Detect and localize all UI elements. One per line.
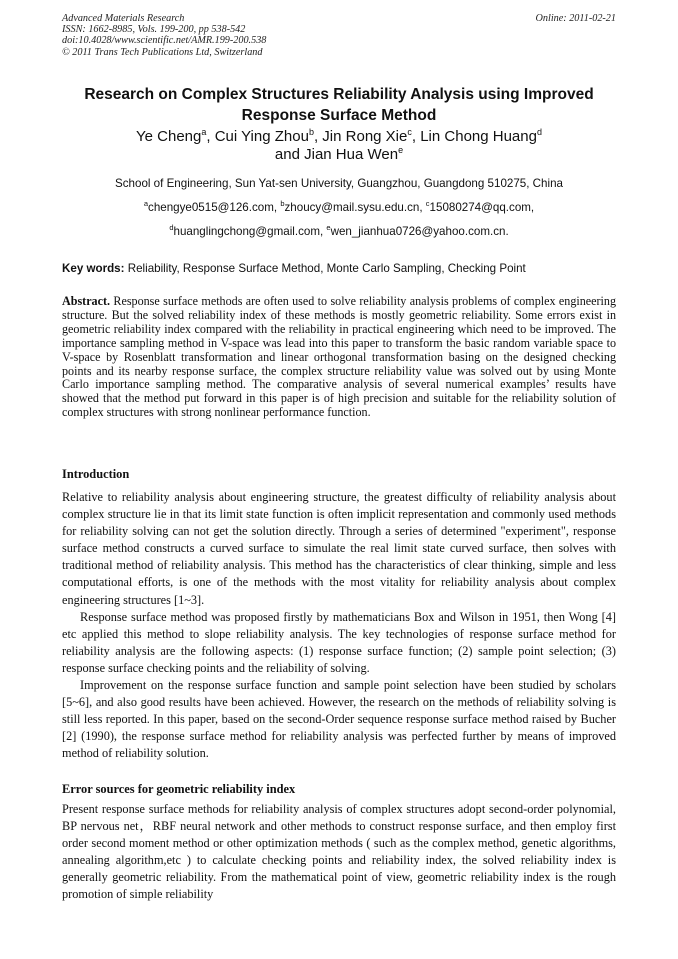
paragraph: Improvement on the response surface function and sample point selection have been studied by scholars [5~6], and also good results have been achieved. However, the research on the methods of reliability solving is still less reported. In this paper, based on the second-Order sequence response surface method raised by Bucher [2] (1990), the response surface method for reliability analysis was perfected further by means of improved method of reliability solution. [62, 678, 616, 761]
email-line-1 [40, 201, 638, 215]
doi-line: doi:10.4028/www.scientific.net/AMR.199-200.538 [62, 35, 267, 47]
author-name: and Jian Hua Wen [274, 146, 399, 163]
author-name: Ye Cheng [136, 128, 202, 145]
keywords-label: Key words: [62, 262, 125, 275]
author-mark: c [407, 127, 412, 137]
online-date: Online: 2011-02-21 [535, 13, 616, 24]
affiliation: School of Engineering, Sun Yat-sen University, Guangzhou, Guangdong 510275, China [115, 177, 563, 190]
email-mark: a [143, 199, 149, 208]
author-mark: d [536, 127, 542, 137]
paragraph: Response surface method was proposed firstly by mathematicians Box and Wilson in 1951, then Wong [4] etc applied this method to slope reliability analysis. The key technologies of response surface method for reliability analysis are the following aspects: (1) response surface function; (2) sample point selection; (3) response surface checking points and the reliability of solving. [62, 609, 616, 675]
email-line-2 [40, 225, 638, 239]
author-name: Cui Ying Zhou [214, 128, 309, 145]
authors-line-2 [40, 146, 638, 164]
journal-name: Advanced Materials Research [62, 13, 185, 24]
abstract-text: Response surface methods are often used to solve reliability analysis problems of complex engineering structure. But the solved reliability index of these methods is mostly geometric reliability. Some errors exist in geometric reliability index compared with the reliability in practical engineering which need to be improved. The importance sampling method in V-space was lead into this paper to transform the basic random variable space to V-space by Rosenblatt transformation and linear orthogonal transformation basing on the designed checking points and its nearby response surface, the complex structure reliability value was solved out by using Monte Carlo importance sampling method. The comparative analysis of several numerical examples’ results have showed that the method put forward in this paper is of high precision and suitable for the reliability solution of complex structures with strong nonlinear performance function. [62, 294, 616, 420]
journal-header [62, 13, 616, 58]
email-address: wen_jianhua0726@yahoo.com.cn. [330, 225, 509, 238]
issn-line: ISSN: 1662-8985, Vols. 199-200, pp 538-542 [62, 24, 246, 36]
author-sep: , [411, 128, 421, 145]
email-mark: d [169, 223, 174, 232]
paper-title [40, 84, 638, 126]
error-sources-heading: Error sources for geometric reliability index [62, 782, 296, 796]
title-line-2: Response Surface Method [241, 107, 437, 124]
author-name: Jin Rong Xie [322, 128, 408, 145]
abstract-label: Abstract. [62, 294, 111, 308]
paragraph: Relative to reliability analysis about engineering structure, the greatest difficulty of reliability analysis about complex structure lie in that its limit state function is often implicit representation and commonly used methods for reliability solving can not get the solution directly. Through a series of determined "experiment", response surface method constructs a curved surface to simulate the real limit state curved surface, then solves with traditional method of reliability analysis. This method has the characteristics of clear thinking, simple and less computational efforts, is one of the methods with the most vitality for reliability analysis about complex engineering structures [1~3]. [62, 490, 616, 607]
error-sources-body [62, 801, 616, 904]
email-address: chengye0515@126.com, [148, 201, 281, 214]
author-mark: a [201, 127, 207, 137]
email-mark: e [326, 223, 331, 232]
email-mark: b [280, 199, 285, 208]
email-mark: c [425, 199, 430, 208]
author-mark: b [308, 127, 314, 137]
author-list [40, 128, 638, 164]
author-mark: e [398, 145, 404, 155]
paragraph: Present response surface methods for reliability analysis of complex structures adopt second-order polynomial, BP nervous net，RBF neural network and other methods to construct response surface, and then employ first order second moment method or other optimization methods ( such as the complex method, genetic algorithms, annealing algorithm,etc ) to calculate checking points and reliability index, the solved reliability index is generally geometric reliability. From the mathematical point of view, geometric reliability index is the rough promotion of simple reliability [62, 802, 616, 902]
author-sep: , [206, 128, 215, 145]
copyright-line: © 2011 Trans Tech Publications Ltd, Switzerland [62, 46, 263, 58]
email-address: 15080274@qq.com, [429, 201, 535, 214]
keywords [62, 262, 622, 276]
author-name: Lin Chong Huang [420, 128, 537, 145]
author-sep: , [313, 128, 323, 145]
keywords-text: Reliability, Response Surface Method, Monte Carlo Sampling, Checking Point [124, 262, 526, 275]
authors-line-1 [40, 128, 638, 146]
email-address: huanglingchong@gmail.com, [173, 225, 327, 238]
introduction-heading: Introduction [62, 467, 130, 481]
introduction-body [62, 489, 616, 763]
title-line-1: Research on Complex Structures Reliability Analysis using Improved [84, 86, 594, 103]
abstract [62, 295, 616, 420]
email-address: zhoucy@mail.sysu.edu.cn, [284, 201, 426, 214]
